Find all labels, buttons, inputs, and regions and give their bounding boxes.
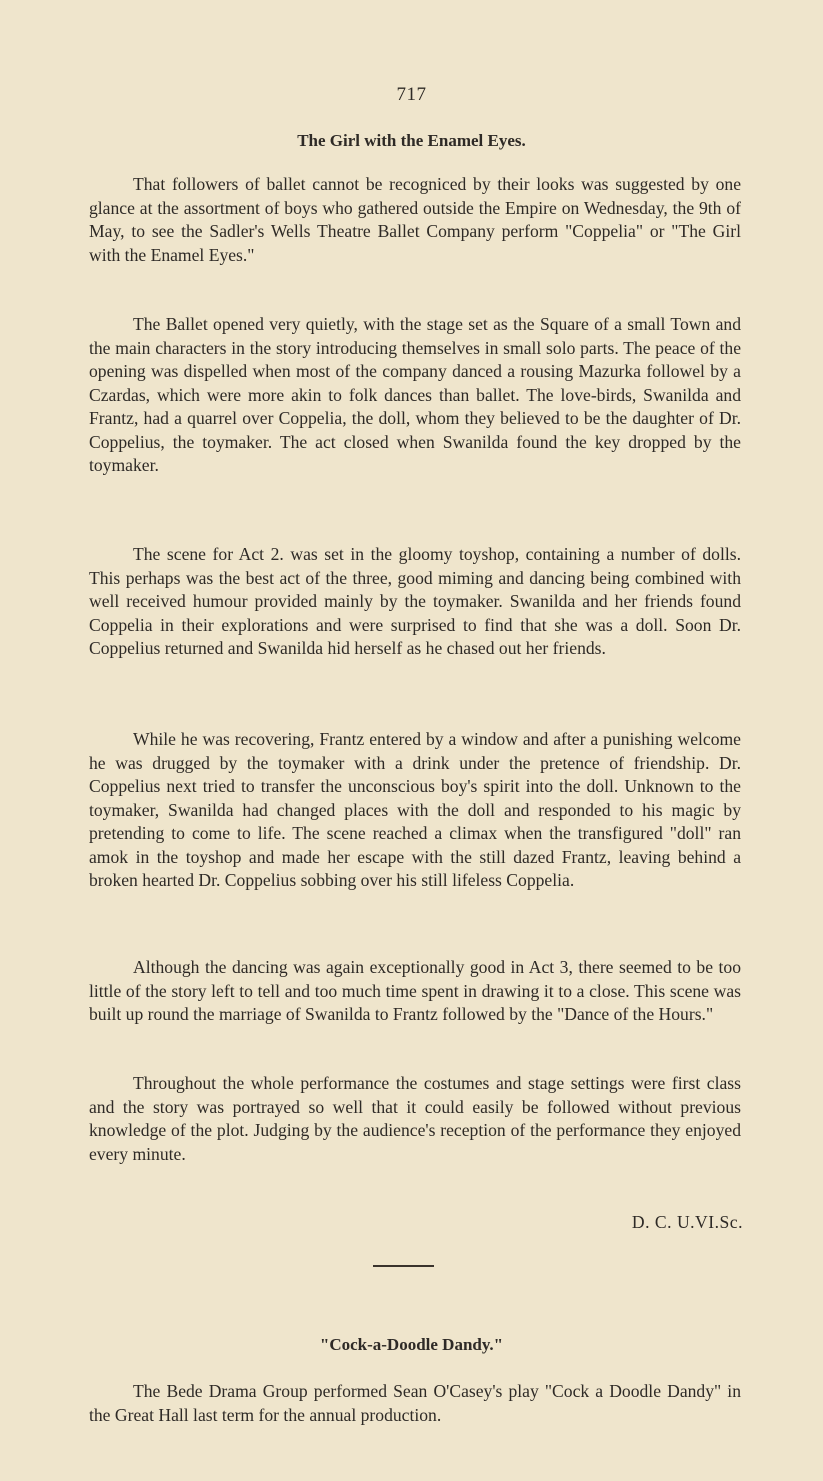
article-body [89, 1072, 741, 1166]
article-body [89, 543, 741, 661]
article-body [89, 956, 741, 1027]
article-body [89, 173, 741, 267]
paragraph: The Bede Drama Group performed Sean O'Casey's play "Cock a Doodle Dandy" in the Great Hall last term for the annual production. [89, 1381, 741, 1425]
paragraph: That followers of ballet cannot be recogniced by their looks was suggested by one glance at the assortment of boys who gathered outside the Empire on Wednesday, the 9th of May, to see the Sadler's Wells Theatre Ballet Company perform "Coppelia" or "The Girl with the Enamel Eyes." [89, 174, 741, 265]
paragraph: The Ballet opened very quietly, with the stage set as the Square of a small Town and the main characters in the story introducing themselves in small solo parts. The peace of the opening was dispelled when most of the company danced a rousing Mazurka followel by a Czardas, which were more akin to folk dances than ballet. The love-birds, Swanilda and Frantz, had a quarrel over Coppelia, the doll, whom they believed to be the daughter of Dr. Coppelius, the toymaker. The act closed when Swanilda found the key dropped by the toymaker. [89, 314, 741, 475]
paragraph: Although the dancing was again exceptionally good in Act 3, there seemed to be too little of the story left to tell and too much time spent in drawing it to a close. This scene was built up round the marriage of Swanilda to Frantz followed by the "Dance of the Hours." [89, 957, 741, 1024]
article-body [89, 728, 741, 893]
article-body [89, 313, 741, 478]
author-signature: D. C. U.VI.Sc. [631, 1212, 743, 1232]
page-number: 717 [396, 84, 427, 105]
article-title: "Cock-a-Doodle Dandy." [319, 1335, 504, 1354]
paragraph: While he was recovering, Frantz entered by a window and after a punishing welcome he was drugged by the toymaker with a drink under the pretence of friendship. Dr. Coppelius next tried to transfer the unconscious boy's spirit into the doll. Unknown to the toymaker, Swanilda had changed places with the doll and responded to his magic by pretending to come to life. The scene reached a climax when the transfigured "doll" ran amok in the toyshop and made her escape with the still dazed Frantz, leaving behind a broken hearted Dr. Coppelius sobbing over his still lifeless Coppelia. [89, 729, 741, 890]
paragraph: Throughout the whole performance the costumes and stage settings were first class and the story was portrayed so well that it could easily be followed without previous knowledge of the plot. Judging by the audience's reception of the performance they enjoyed every minute. [89, 1073, 741, 1164]
article-body [89, 1380, 741, 1427]
section-divider [373, 1265, 434, 1267]
paragraph: The scene for Act 2. was set in the gloomy toyshop, containing a number of dolls. This perhaps was the best act of the three, good miming and dancing being combined with well received humour provided mainly by the toymaker. Swanilda and her friends found Coppelia in their explorations and were surprised to find that she was a doll. Soon Dr. Coppelius returned and Swanilda hid herself as he chased out her friends. [89, 544, 741, 658]
article-title: The Girl with the Enamel Eyes. [297, 131, 526, 150]
